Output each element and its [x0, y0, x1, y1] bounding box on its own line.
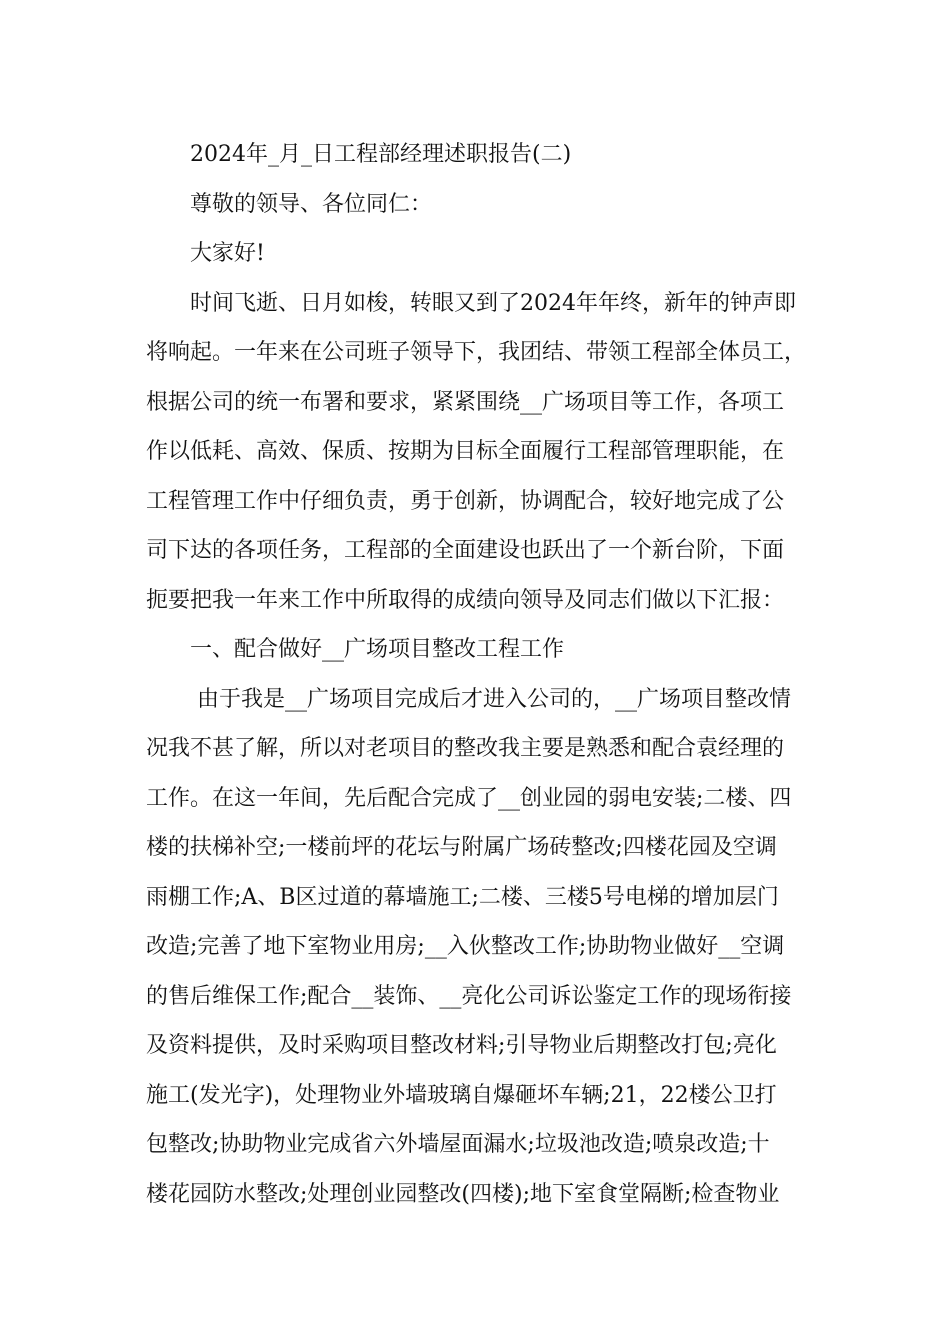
- intro-paragraph: [146, 279, 806, 626]
- text-line: 改造;完善了地下室物业用房;__入伙整改工作;协助物业做好__空调: [146, 934, 785, 959]
- text-line: 及资料提供，及时采购项目整改材料;引导物业后期整改打包;亮化: [146, 1033, 777, 1058]
- text-line: 楼花园防水整改;处理创业园整改(四楼);地下室食堂隔断;检查物业: [146, 1181, 780, 1207]
- text-line: 时间飞逝、日月如梭，转眼又到了2024年年终，新年的钟声即: [190, 290, 796, 316]
- text-line: 的售后维保工作;配合__装饰、__亮化公司诉讼鉴定工作的现场衔接: [146, 983, 792, 1009]
- greeting: 大家好!: [190, 241, 265, 266]
- text-line: 作以低耗、高效、保质、按期为目标全面履行工程部管理职能，在: [146, 439, 785, 464]
- text-line: 工作。在这一年间，先后配合完成了__创业园的弱电安装;二楼、四: [146, 785, 792, 811]
- document-title: 2024年_月_日工程部经理述职报告(二): [190, 142, 572, 167]
- text-line: 施工(发光字)，处理物业外墙玻璃自爆砸坏车辆;21，22楼公卫打: [146, 1082, 777, 1108]
- text-line: 将响起。一年来在公司班子领导下，我团结、带领工程部全体员工，: [146, 340, 806, 365]
- text-line: 包整改;协助物业完成省六外墙屋面漏水;垃圾池改造;喷泉改造;十: [146, 1132, 770, 1157]
- section1-paragraph: [146, 675, 806, 1220]
- salutation: 尊敬的领导、各位同仁：: [190, 191, 433, 217]
- text-line: 扼要把我一年来工作中所取得的成绩向领导及同志们做以下汇报：: [146, 587, 785, 613]
- section-heading: 一、配合做好__广场项目整改工程工作: [190, 637, 565, 662]
- text-line: 司下达的各项任务，工程部的全面建设也跃出了一个新台阶，下面: [146, 538, 785, 563]
- text-line: 楼的扶梯补空;一楼前坪的花坛与附属广场砖整改;四楼花园及空调: [146, 835, 777, 860]
- text-line: 况我不甚了解，所以对老项目的整改我主要是熟悉和配合袁经理的: [146, 736, 785, 761]
- text-line: 根据公司的统一布署和要求，紧紧围绕__广场项目等工作，各项工: [146, 389, 785, 415]
- text-line: 工程管理工作中仔细负责，勇于创新，协调配合，较好地完成了公: [146, 488, 785, 514]
- text-line: 由于我是__广场项目完成后才进入公司的，__广场项目整改情: [190, 686, 791, 712]
- text-line: 雨棚工作;A、B区过道的幕墙施工;二楼、三楼5号电梯的增加层门: [146, 884, 779, 910]
- document-body: [146, 130, 806, 1219]
